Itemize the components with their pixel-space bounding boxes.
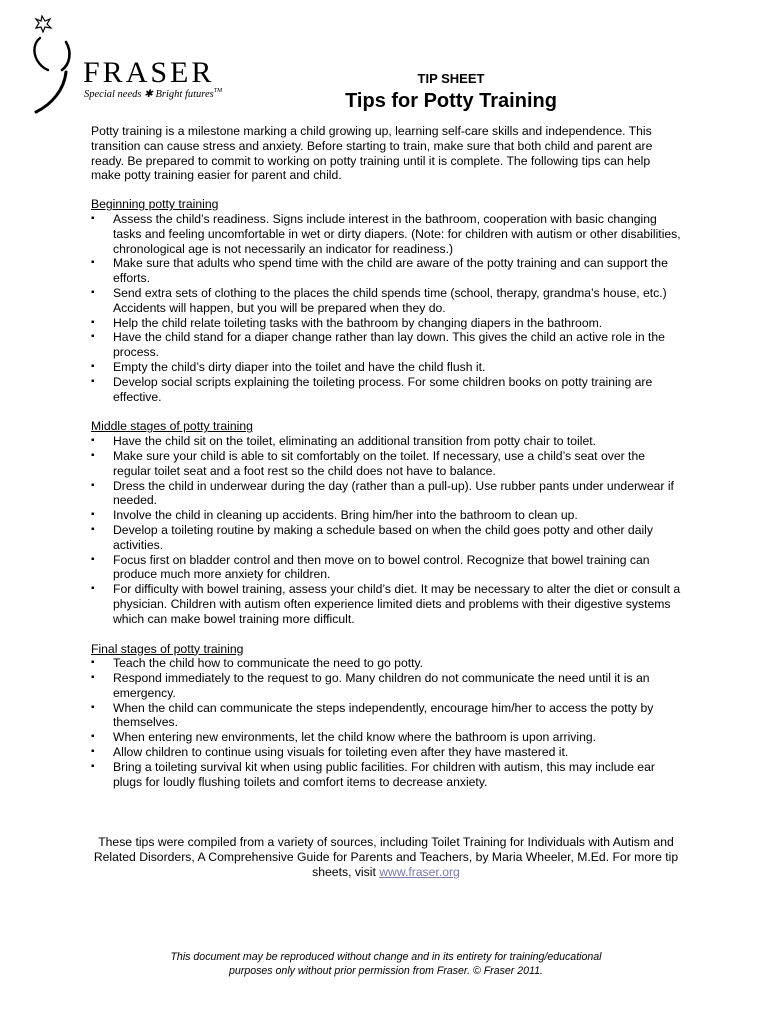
list-item: ▪ Bring a toileting survival kit when using public facilities. For children with autism, this may include ear plugs for loudly flushing toilets and comfort items to decrease anxiety. [91, 760, 681, 790]
list-item: ▪ Send extra sets of clothing to the places the child spends time (school, therapy, grandma’s house, etc.) Accidents will happen, but you will be prepared when they do. [91, 286, 681, 316]
tips-list [91, 212, 681, 404]
list-item: ▪ Have the child stand for a diaper change rather than lay down. This gives the child an active role in the process. [91, 330, 681, 360]
intro-paragraph: Potty training is a milestone marking a child growing up, learning self-care skills and independence. This transition can cause stress and anxiety. Before starting to train, make sure that both child and parent are ready. Be prepared to commit to working on potty training until it is complete. The following tips can help make potty training easier for parent and child. [91, 124, 653, 183]
section-heading: Beginning potty training [91, 197, 219, 212]
fraser-website-link[interactable]: www.fraser.org [379, 865, 460, 879]
tips-list [91, 434, 681, 626]
list-item: ▪ Make sure that adults who spend time with the child are aware of the potty training and can support the efforts. [91, 256, 681, 286]
section-heading: Final stages of potty training [91, 641, 244, 656]
sources-note [90, 835, 682, 880]
logo-tagline [84, 88, 222, 100]
trademark-mark: TM [213, 88, 223, 94]
page-title: Tips for Potty Training [345, 90, 557, 112]
list-item: ▪ Respond immediately to the request to go. Many children do not communicate the need until it is an emergency. [91, 671, 681, 701]
list-item: ▪ Develop a toileting routine by making a schedule based on when the child goes potty and other daily activities. [91, 523, 681, 553]
list-item: ▪ For difficulty with bowel training, assess your child’s diet. It may be necessary to alter the diet or consult a physician. Children with autism often experience limited diets and problems with their digestive systems which can make bowel training more difficult. [91, 582, 681, 626]
list-item: ▪ Involve the child in cleaning up accidents. Bring him/her into the bathroom to clean up. [91, 508, 681, 523]
section-beginning [91, 197, 681, 404]
list-item: ▪ Allow children to continue using visuals for toileting even after they have mastered it. [91, 745, 681, 760]
tips-list [91, 656, 681, 789]
list-item: ▪ Make sure your child is able to sit comfortably on the toilet. If necessary, use a child’s seat over the regular toilet seat and a foot rest so the child does not have to balance. [91, 449, 681, 479]
list-item: ▪ When the child can communicate the steps independently, encourage him/her to access the potty by themselves. [91, 701, 681, 731]
logo-wordmark: FRASER [83, 56, 215, 89]
fraser-figure-logo-icon [26, 12, 76, 116]
sources-text: These tips were compiled from a variety of sources, including Toilet Training for Individuals with Autism and Related Disorders, A Comprehensive Guide for Parents and Teachers, by Maria Wheeler, M.Ed. For more tip sheets, visit [93, 835, 679, 879]
list-item: ▪ Empty the child’s dirty diaper into the toilet and have the child flush it. [91, 360, 681, 375]
section-heading: Middle stages of potty training [91, 419, 253, 434]
document-body [91, 124, 681, 804]
list-item: ▪ Teach the child how to communicate the need to go potty. [91, 656, 681, 671]
list-item: ▪ Focus first on bladder control and then move on to bowel control. Recognize that bowel training can produce much more anxiety for children. [91, 553, 681, 583]
list-item: ▪ Develop social scripts explaining the toileting process. For some children books on potty training are effective. [91, 375, 681, 405]
list-item: ▪ Dress the child in underwear during the day (rather than a pull-up). Use rubber pants under underwear if needed. [91, 479, 681, 509]
list-item: ▪ Have the child sit on the toilet, eliminating an additional transition from potty chair to toilet. [91, 434, 681, 449]
logo-tagline-text: Special needs ✱ Bright futures [84, 89, 214, 100]
list-item: ▪ Assess the child’s readiness. Signs include interest in the bathroom, cooperation with basic changing tasks and feeling uncomfortable in wet or dirty diapers. (Note: for children with autism or other disabilities, chronological age is not necessarily an indicator for readiness.) [91, 212, 681, 256]
section-final [91, 642, 681, 790]
section-middle [91, 419, 681, 626]
copyright-footer: This document may be reproduced without change and in its entirety for training/educational purposes only without prior permission from Fraser. © Fraser 2011. [170, 951, 602, 977]
tip-sheet-label: TIP SHEET [417, 71, 485, 86]
list-item: ▪ When entering new environments, let the child know where the bathroom is upon arriving. [91, 730, 681, 745]
list-item: ▪ Help the child relate toileting tasks with the bathroom by changing diapers in the bathroom. [91, 316, 681, 331]
